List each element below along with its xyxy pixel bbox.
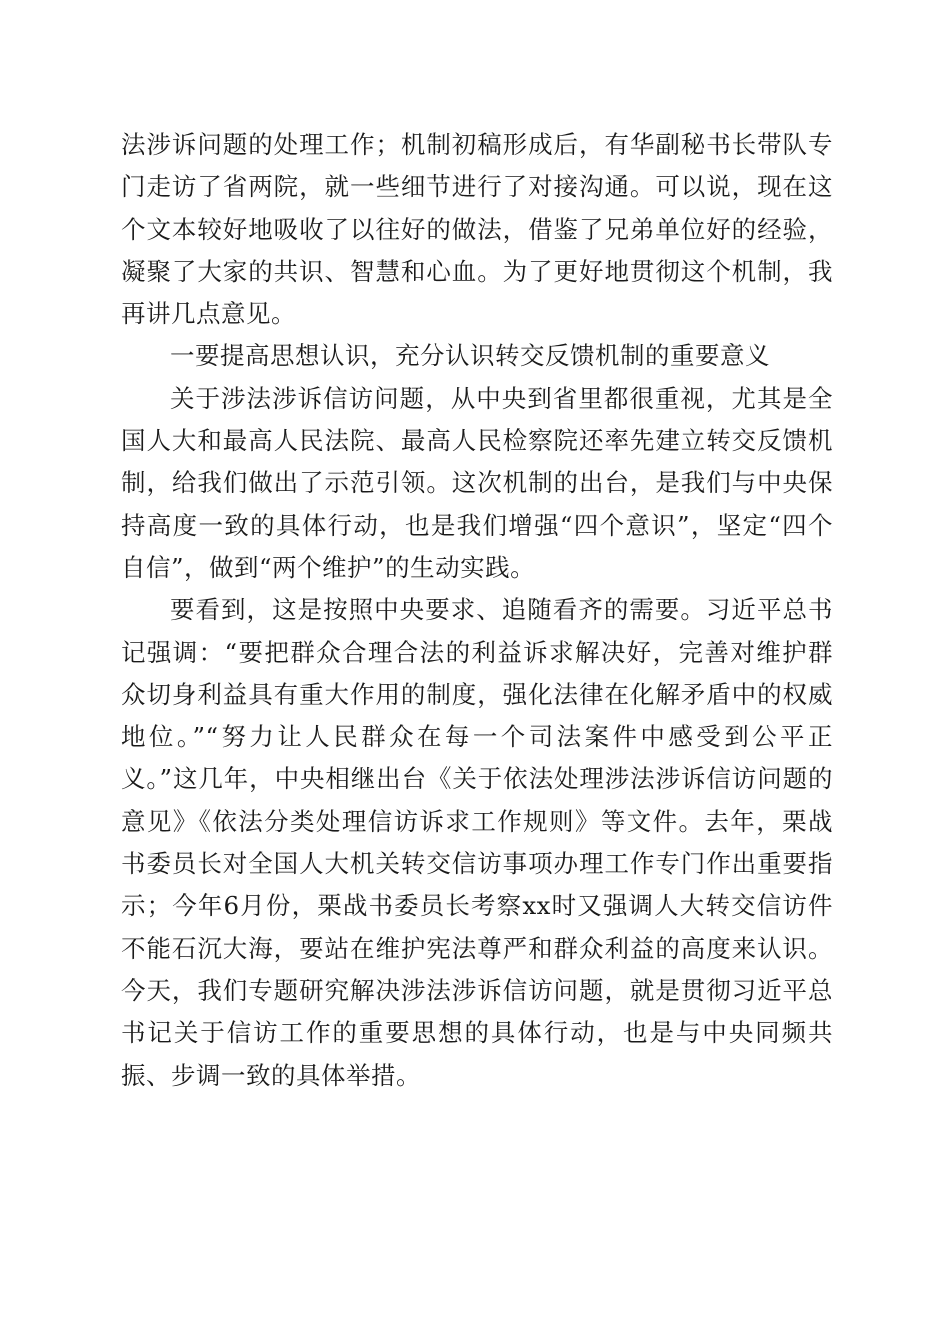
- paragraph-continuation: 法涉诉问题的处理工作；机制初稿形成后，有华副秘书长带队专门走访了省两院，就一些细节进行了对接沟通。可以说，现在这个文本较好地吸收了以往好的做法，借鉴了兄弟单位好的经验，凝聚了大家的共识、智慧和心血。为了更好地贯彻这个机制，我再讲几点意见。: [121, 130, 833, 329]
- section-heading: 一要提高思想认识，充分认识转交反馈机制的重要意义: [170, 341, 770, 371]
- paragraph: 要看到，这是按照中央要求、追随看齐的需要。习近平总书记强调：“要把群众合理合法的利益诉求解决好，完善对维护群众切身利益具有重大作用的制度，强化法律在化解矛盾中的权威地位。”“努力让人民群众在每一个司法案件中感受到公平正义。”这几年，中央相继出台《关于依法处理涉法涉诉信访问题的意见》《依法分类处理信访诉求工作规则》等文件。去年，栗战书委员长对全国人大机关转交信访事项办理工作专门作出重要指示；今年6月份，栗战书委员长考察xx时又强调人大转交信访件不能石沉大海，要站在维护宪法尊严和群众利益的高度来认识。今天，我们专题研究解决涉法涉诉信访问题，就是贯彻习近平总书记关于信访工作的重要思想的具体行动，也是与中央同频共振、步调一致的具体举措。: [121, 595, 833, 1090]
- document-body: [121, 124, 833, 1097]
- paragraph: 关于涉法涉诉信访问题，从中央到省里都很重视，尤其是全国人大和最高人民法院、最高人民检察院还率先建立转交反馈机制，给我们做出了示范引领。这次机制的出台，是我们与中央保持高度一致的具体行动，也是我们增强“四个意识”，坚定“四个自信”，做到“两个维护”的生动实践。: [121, 383, 833, 582]
